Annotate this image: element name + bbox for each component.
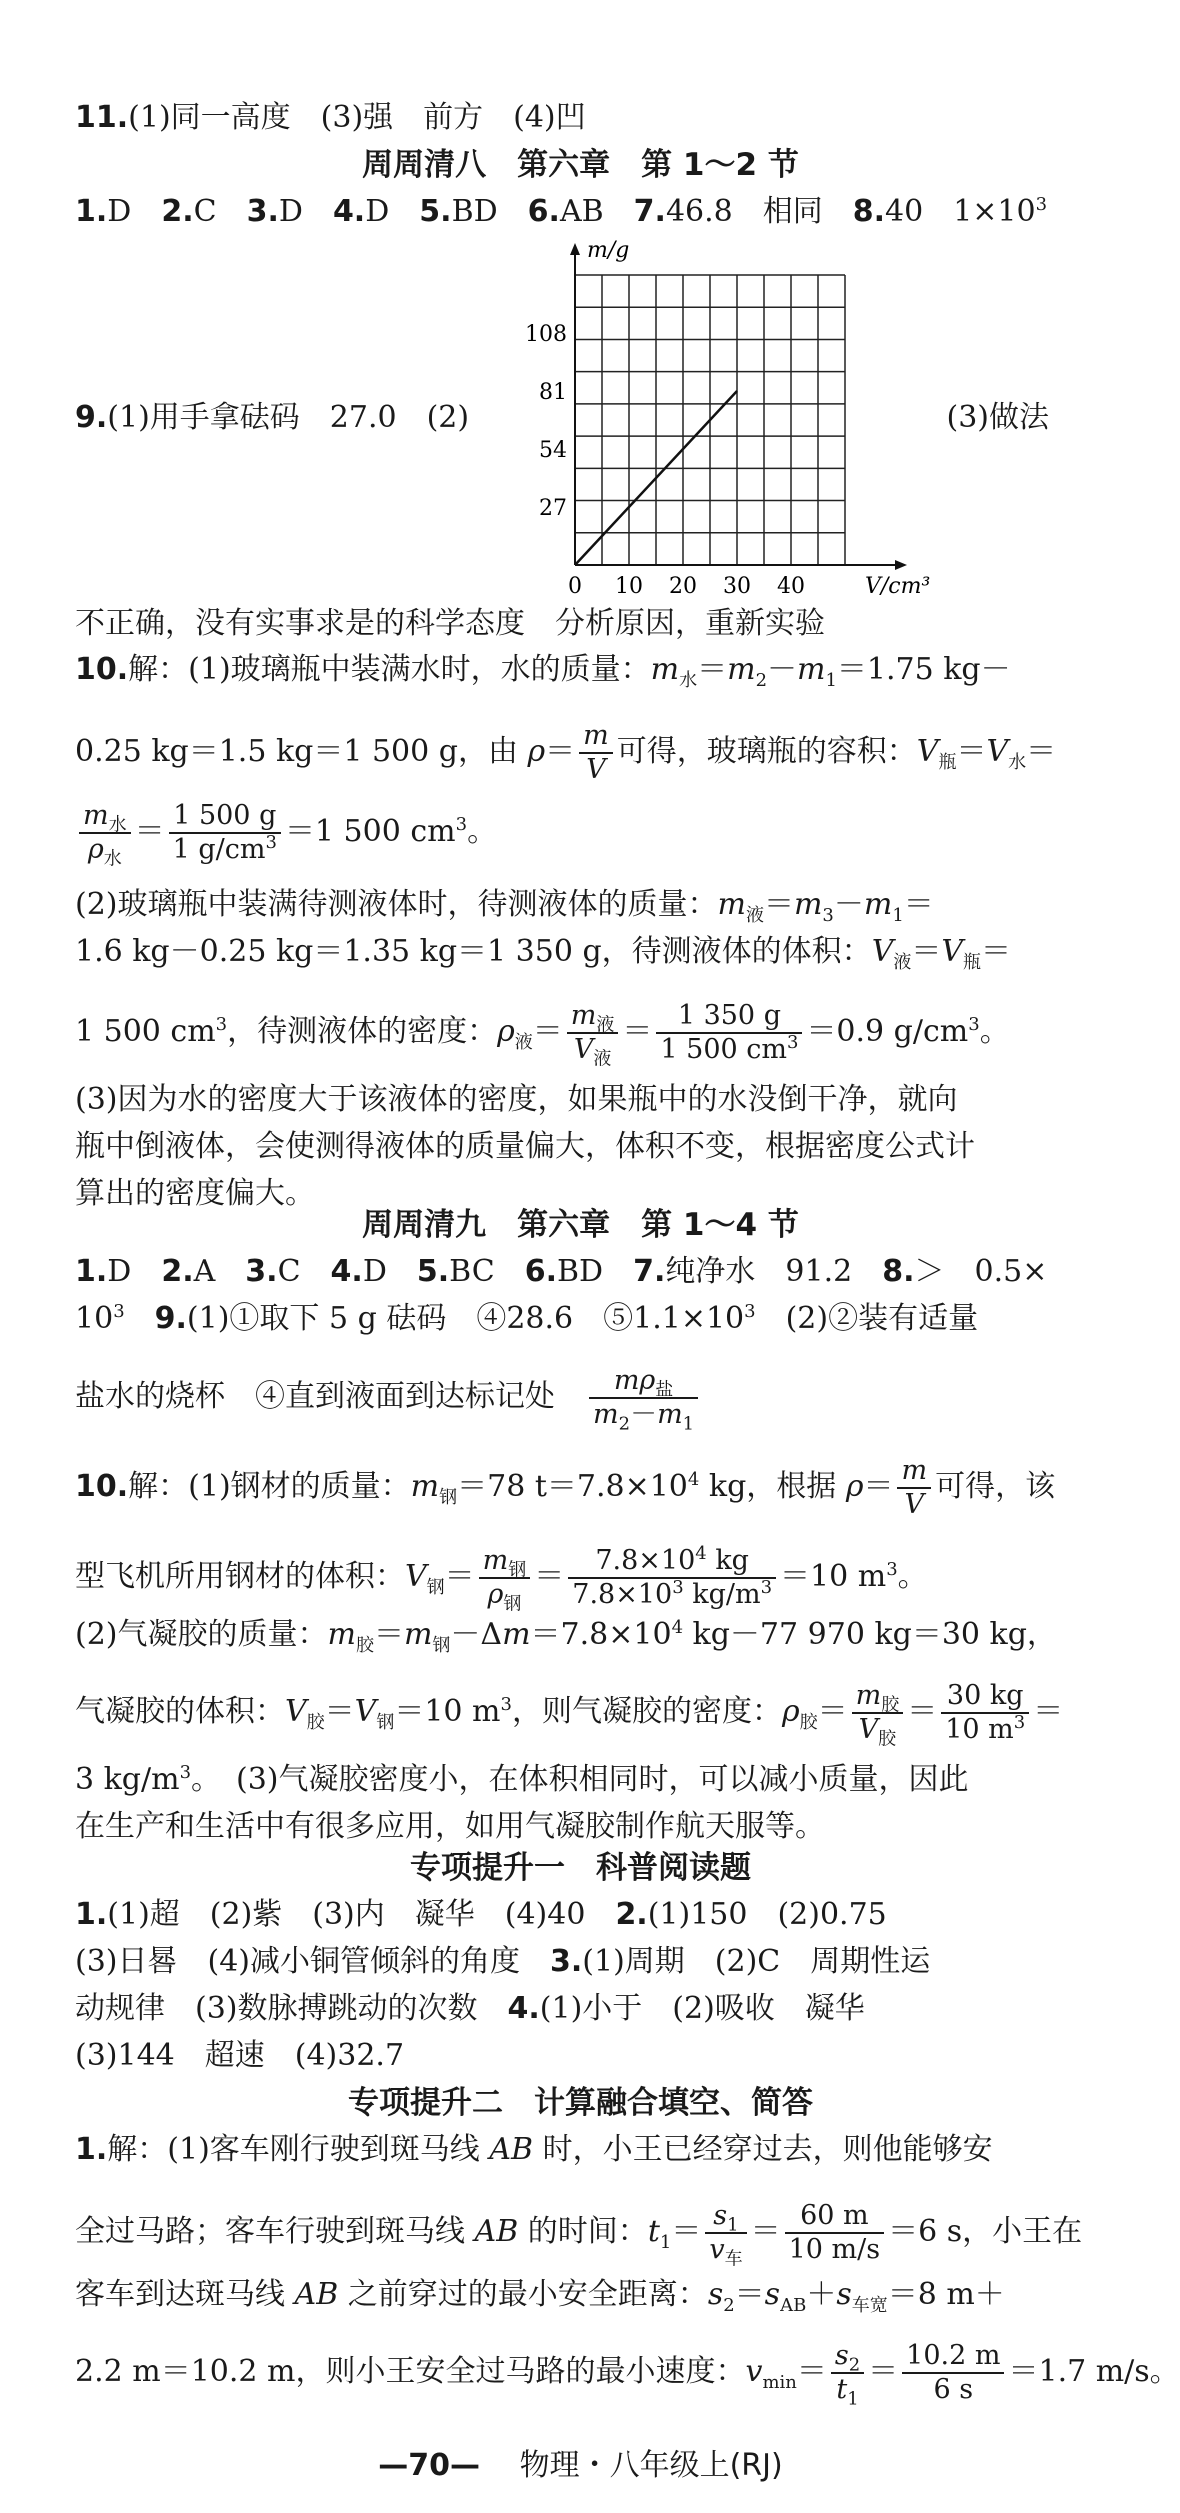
y-tick-label: 108 [525,322,567,347]
section2-q10-line-4: 气凝胶的体积：$V_胶=V_钢=10$ $m^3$，则气凝胶的密度：$\rho_胶=$ $\frac{m_胶}{V_胶}$ ＝ $\frac{30 kg}{10 m^3}$ ＝ [75,1680,1064,1750]
section2-line-3: 盐水的烧杯 ④直到液面到达标记处 $\frac{m\rho_盐}{m_2-m_1}$ [75,1365,1101,1431]
q10-line-2: 0.25 kg＝1.5 kg＝1 500 g，由 ρ＝ $\frac{m}{V}$ 可得，玻璃瓶的容积：$V_瓶=V_水=$ [75,720,1057,785]
section2-q10-line-2: 型飞机所用钢材的体积：$V_钢=$ $\frac{m_钢}{\rho_钢}$ ＝ $\frac{7.8\times 10^4 kg}{7.8\times 10^3 kg/m^3}$ ＝10 $m^3$。 [75,1543,928,1615]
section3-line-2: (3)日晷 (4)减小铜管倾斜的角度 3.(1)周期 (2)C 周期性运 [75,1944,931,1979]
q11-line: 11.(1)同一高度 (3)强 前方 (4)凹 [75,100,586,135]
section4-line-1: 1.解：(1)客车刚行驶到斑马线 AB 时，小王已经穿过去，则他能够安 [75,2132,993,2167]
x-tick-label: 0 [568,574,582,599]
q10-line-6: 1 500 $cm^3$，待测液体的密度：$\rho_液=$ $\frac{m_液}{V_液}$ ＝ $\frac{1 350 g}{1 500 cm^3}$ ＝0.9 $g/cm^3$。 [75,1000,1010,1070]
section3-line-3: 动规律 (3)数脉搏跳动的次数 4.(1)小于 (2)吸收 凝华 [75,1991,865,2026]
q10-line-7: (3)因为水的密度大于该液体的密度，如果瓶中的水没倒干净，就向 [75,1082,958,1117]
y-axis-arrow [570,243,580,255]
x-tick-label: 10 [615,574,643,599]
q9-continuation: 不正确，没有实事求是的科学态度 分析原因，重新实验 [75,606,825,641]
y-axis-label: m/g [587,238,630,263]
section-title-weekly-9: 周周清九 第六章 第 1～4 节 [362,1207,799,1243]
q10-line-8: 瓶中倒液体，会使测得液体的质量偏大，体积不变，根据密度公式计 [75,1129,975,1164]
section1-mc-answers: 1.D 2.C 3.D 4.D 5.BD 6.AB 7.46.8 相同 8.40 $1\times 10^3$ [75,194,1048,229]
y-tick-label: 54 [539,438,567,463]
section-title-reading: 专项提升一 科普阅读题 [410,1850,751,1886]
q10-line-5: 1.6 kg－0.25 kg＝1.35 kg＝1 350 g，待测液体的体积：$V_液=V_瓶=$ [75,934,1012,973]
q10-line-1: 10.解：(1)玻璃瓶中装满水时，水的质量：$m_水=m_2-m_1=1.75$ kg－ [75,652,1011,691]
x-tick-label: 20 [669,574,697,599]
x-axis-arrow [895,560,907,570]
mass-volume-chart [515,238,945,599]
x-axis-label: V/cm³ [865,574,931,599]
q10-line-9: 算出的密度偏大。 [75,1176,315,1211]
section3-line-4: (3)144 超速 (4)32.7 [75,2038,405,2073]
section-title-weekly-8: 周周清八 第六章 第 1～2 节 [362,147,799,183]
section2-q10-line-5: 3 $kg/m^3$。 (3)气凝胶密度小，在体积相同时，可以减小质量，因此 [75,1762,969,1797]
section4-line-4: 2.2 m＝10.2 m，则小王安全过马路的最小速度：$v_{min}=$ $\frac{s_2}{t_1}$ ＝ $\frac{10.2 m}{6 s}$ ＝1.7 m/s。 [75,2340,1180,2410]
section2-line-2: $10^3$ 9.(1)①取下 5 g 砝码 ④28.6 $⑤1.1\times 10^3$ (2)②装有适量 [75,1301,979,1336]
q9-right-text: (3)做法 [946,400,1049,435]
q10-line-3: $\frac{m_水}{\rho_水}$ ＝ $\frac{1 500 g}{1 g/cm^3}$ ＝1 500 $cm^3$。 [75,800,1101,866]
section4-line-2: 全过马路；客车行驶到斑马线 AB 的时间：$t_1=$ $\frac{s_1}{v_车}$ ＝ $\frac{60 m}{10 m/s}$ ＝6 s，小王在 [75,2200,1083,2270]
q10-line-4: (2)玻璃瓶中装满待测液体时，待测液体的质量：$m_液=m_3-m_1=$ [75,887,934,926]
x-tick-label: 40 [777,574,805,599]
section2-q10-line-1: 10.解：(1)钢材的质量：$m_钢=78$ $t=7.8\times 10^4$ kg，根据 ρ＝ $\frac{m}{V}$ 可得，该 [75,1455,1056,1520]
section4-line-3: 客车到达斑马线 AB 之前穿过的最小安全距离：$s_2=s_{AB}+s_{车宽}=8$ m＋ [75,2277,1005,2316]
page-footer [0,2440,1161,2484]
section2-q10-line-3: (2)气凝胶的质量：$m_胶=m_钢-\Delta m=7.8\times 10^4$ kg－77 970 kg＝30 kg， [75,1617,1057,1656]
q9-left-text: 9.(1)用手拿砝码 27.0 (2) [75,400,470,435]
subject-label: 物理・八年级上(RJ) [519,2448,783,2483]
section2-line-1: 1.D 2.A 3.C 4.D 5.BC 6.BD 7.纯净水 91.2 8.＞ 0.5× [75,1254,1048,1289]
x-tick-label: 30 [723,574,751,599]
section3-line-1: 1.(1)超 (2)紫 (3)内 凝华 (4)40 2.(1)150 (2)0.75 [75,1897,887,1932]
page-number: —70— [378,2448,481,2483]
section2-q10-line-6: 在生产和生活中有很多应用，如用气凝胶制作航天服等。 [75,1809,825,1844]
section-title-calculation: 专项提升二 计算融合填空、简答 [348,2085,813,2121]
y-tick-label: 27 [539,496,567,521]
y-tick-label: 81 [539,380,567,405]
